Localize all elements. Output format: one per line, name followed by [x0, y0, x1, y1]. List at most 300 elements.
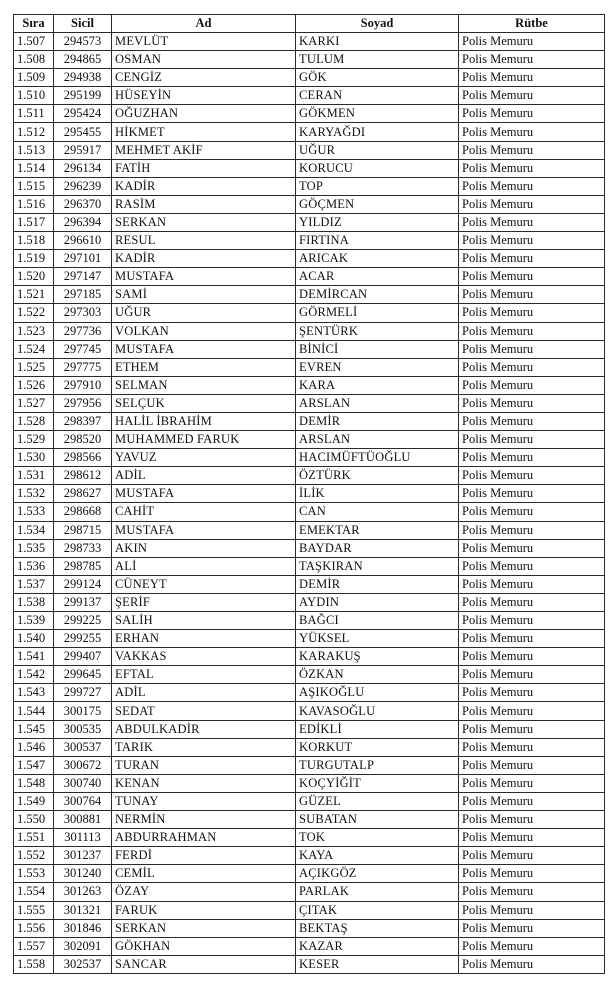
cell-sicil: 301263 — [54, 883, 112, 901]
cell-rutbe: Polis Memuru — [459, 159, 605, 177]
cell-rutbe: Polis Memuru — [459, 485, 605, 503]
cell-ad: ADİL — [112, 684, 296, 702]
cell-sira: 1.548 — [14, 774, 54, 792]
table-row — [14, 304, 605, 322]
cell-rutbe: Polis Memuru — [459, 702, 605, 720]
cell-sicil: 294938 — [54, 69, 112, 87]
cell-sicil: 298668 — [54, 503, 112, 521]
cell-sicil: 301113 — [54, 829, 112, 847]
cell-rutbe: Polis Memuru — [459, 756, 605, 774]
cell-rutbe: Polis Memuru — [459, 630, 605, 648]
cell-rutbe: Polis Memuru — [459, 539, 605, 557]
header-sira: Sıra — [14, 15, 54, 33]
cell-ad: GÖKHAN — [112, 937, 296, 955]
header-sicil: Sicil — [54, 15, 112, 33]
cell-sicil: 299225 — [54, 612, 112, 630]
cell-soyad: EMEKTAR — [296, 521, 459, 539]
cell-soyad: ARSLAN — [296, 394, 459, 412]
cell-ad: ŞERİF — [112, 593, 296, 611]
cell-soyad: ÖZKAN — [296, 666, 459, 684]
cell-sicil: 297745 — [54, 340, 112, 358]
cell-ad: RESUL — [112, 232, 296, 250]
cell-sicil: 297101 — [54, 250, 112, 268]
cell-sicil: 295199 — [54, 87, 112, 105]
cell-sira: 1.526 — [14, 376, 54, 394]
cell-rutbe: Polis Memuru — [459, 177, 605, 195]
cell-rutbe: Polis Memuru — [459, 648, 605, 666]
cell-rutbe: Polis Memuru — [459, 105, 605, 123]
cell-ad: RASİM — [112, 195, 296, 213]
cell-sicil: 300740 — [54, 774, 112, 792]
table-row — [14, 286, 605, 304]
cell-ad: ALİ — [112, 557, 296, 575]
cell-soyad: ARSLAN — [296, 431, 459, 449]
cell-soyad: ÖZTÜRK — [296, 467, 459, 485]
cell-soyad: TURGUTALP — [296, 756, 459, 774]
cell-rutbe: Polis Memuru — [459, 340, 605, 358]
cell-soyad: PARLAK — [296, 883, 459, 901]
cell-ad: UĞUR — [112, 304, 296, 322]
cell-ad: SERKAN — [112, 213, 296, 231]
cell-rutbe: Polis Memuru — [459, 684, 605, 702]
cell-rutbe: Polis Memuru — [459, 250, 605, 268]
cell-rutbe: Polis Memuru — [459, 358, 605, 376]
cell-sira: 1.547 — [14, 756, 54, 774]
cell-sicil: 294573 — [54, 33, 112, 51]
cell-rutbe: Polis Memuru — [459, 937, 605, 955]
cell-ad: HALİL İBRAHİM — [112, 412, 296, 430]
table-row — [14, 340, 605, 358]
cell-sicil: 294865 — [54, 51, 112, 69]
cell-sira: 1.532 — [14, 485, 54, 503]
cell-soyad: FIRTINA — [296, 232, 459, 250]
cell-sira: 1.530 — [14, 449, 54, 467]
cell-sira: 1.507 — [14, 33, 54, 51]
table-row — [14, 630, 605, 648]
table-row — [14, 250, 605, 268]
cell-rutbe: Polis Memuru — [459, 792, 605, 810]
cell-ad: MEVLÜT — [112, 33, 296, 51]
table-row — [14, 738, 605, 756]
cell-sicil: 295455 — [54, 123, 112, 141]
cell-soyad: DEMİR — [296, 412, 459, 430]
cell-sira: 1.509 — [14, 69, 54, 87]
cell-soyad: KAVASOĞLU — [296, 702, 459, 720]
cell-rutbe: Polis Memuru — [459, 449, 605, 467]
cell-soyad: DEMİRCAN — [296, 286, 459, 304]
cell-soyad: HACIMÜFTÜOĞLU — [296, 449, 459, 467]
cell-soyad: TULUM — [296, 51, 459, 69]
table-row — [14, 575, 605, 593]
cell-soyad: BEKTAŞ — [296, 919, 459, 937]
cell-soyad: GÖK — [296, 69, 459, 87]
cell-sicil: 302091 — [54, 937, 112, 955]
cell-soyad: AŞIKOĞLU — [296, 684, 459, 702]
cell-sicil: 302537 — [54, 955, 112, 973]
cell-ad: ABDURRAHMAN — [112, 829, 296, 847]
cell-sicil: 300764 — [54, 792, 112, 810]
cell-sira: 1.516 — [14, 195, 54, 213]
cell-sira: 1.520 — [14, 268, 54, 286]
cell-soyad: GÖKMEN — [296, 105, 459, 123]
table-row — [14, 557, 605, 575]
cell-rutbe: Polis Memuru — [459, 232, 605, 250]
cell-rutbe: Polis Memuru — [459, 123, 605, 141]
cell-sira: 1.540 — [14, 630, 54, 648]
cell-ad: FERDİ — [112, 847, 296, 865]
cell-sira: 1.527 — [14, 394, 54, 412]
table-row — [14, 503, 605, 521]
cell-soyad: EDİKLİ — [296, 720, 459, 738]
table-row — [14, 51, 605, 69]
cell-rutbe: Polis Memuru — [459, 738, 605, 756]
cell-ad: SALİH — [112, 612, 296, 630]
cell-soyad: KESER — [296, 955, 459, 973]
cell-ad: TURAN — [112, 756, 296, 774]
cell-sira: 1.546 — [14, 738, 54, 756]
cell-sira: 1.551 — [14, 829, 54, 847]
cell-sicil: 297185 — [54, 286, 112, 304]
cell-rutbe: Polis Memuru — [459, 593, 605, 611]
cell-ad: SAMİ — [112, 286, 296, 304]
cell-sicil: 298397 — [54, 412, 112, 430]
cell-sicil: 298627 — [54, 485, 112, 503]
cell-sicil: 295917 — [54, 141, 112, 159]
table-row — [14, 756, 605, 774]
table-row — [14, 268, 605, 286]
cell-soyad: KAZAR — [296, 937, 459, 955]
cell-soyad: İLİK — [296, 485, 459, 503]
table-row — [14, 213, 605, 231]
cell-sira: 1.508 — [14, 51, 54, 69]
cell-sicil: 298785 — [54, 557, 112, 575]
table-row — [14, 684, 605, 702]
cell-rutbe: Polis Memuru — [459, 394, 605, 412]
table-row — [14, 232, 605, 250]
cell-sicil: 298566 — [54, 449, 112, 467]
cell-soyad: GÜZEL — [296, 792, 459, 810]
cell-sira: 1.543 — [14, 684, 54, 702]
cell-sira: 1.549 — [14, 792, 54, 810]
cell-ad: HİKMET — [112, 123, 296, 141]
cell-sicil: 300535 — [54, 720, 112, 738]
table-row — [14, 123, 605, 141]
cell-ad: OSMAN — [112, 51, 296, 69]
cell-sicil: 301237 — [54, 847, 112, 865]
cell-rutbe: Polis Memuru — [459, 774, 605, 792]
cell-rutbe: Polis Memuru — [459, 322, 605, 340]
cell-sicil: 299124 — [54, 575, 112, 593]
cell-sicil: 297147 — [54, 268, 112, 286]
cell-soyad: BAYDAR — [296, 539, 459, 557]
cell-sicil: 296610 — [54, 232, 112, 250]
cell-sicil: 296394 — [54, 213, 112, 231]
cell-sicil: 299727 — [54, 684, 112, 702]
cell-soyad: BAĞCI — [296, 612, 459, 630]
table-row — [14, 792, 605, 810]
cell-rutbe: Polis Memuru — [459, 87, 605, 105]
personnel-table — [13, 14, 605, 974]
cell-ad: VAKKAS — [112, 648, 296, 666]
table-row — [14, 177, 605, 195]
cell-rutbe: Polis Memuru — [459, 720, 605, 738]
cell-sira: 1.545 — [14, 720, 54, 738]
cell-sicil: 300537 — [54, 738, 112, 756]
cell-ad: SEDAT — [112, 702, 296, 720]
table-row — [14, 159, 605, 177]
table-row — [14, 195, 605, 213]
cell-sira: 1.534 — [14, 521, 54, 539]
cell-sira: 1.535 — [14, 539, 54, 557]
cell-soyad: KARA — [296, 376, 459, 394]
cell-sira: 1.513 — [14, 141, 54, 159]
cell-sicil: 297303 — [54, 304, 112, 322]
table-row — [14, 322, 605, 340]
table-row — [14, 431, 605, 449]
cell-ad: MUSTAFA — [112, 521, 296, 539]
table-row — [14, 141, 605, 159]
table-row — [14, 69, 605, 87]
table-row — [14, 376, 605, 394]
cell-sicil: 300881 — [54, 811, 112, 829]
cell-sicil: 301846 — [54, 919, 112, 937]
cell-sicil: 299407 — [54, 648, 112, 666]
table-row — [14, 449, 605, 467]
cell-sira: 1.531 — [14, 467, 54, 485]
cell-ad: ADİL — [112, 467, 296, 485]
cell-ad: HÜSEYİN — [112, 87, 296, 105]
cell-rutbe: Polis Memuru — [459, 883, 605, 901]
cell-ad: YAVUZ — [112, 449, 296, 467]
cell-sira: 1.553 — [14, 865, 54, 883]
cell-soyad: CERAN — [296, 87, 459, 105]
cell-rutbe: Polis Memuru — [459, 467, 605, 485]
cell-sira: 1.554 — [14, 883, 54, 901]
cell-rutbe: Polis Memuru — [459, 955, 605, 973]
cell-rutbe: Polis Memuru — [459, 195, 605, 213]
cell-sira: 1.533 — [14, 503, 54, 521]
table-row — [14, 666, 605, 684]
cell-sira: 1.558 — [14, 955, 54, 973]
cell-sira: 1.544 — [14, 702, 54, 720]
cell-ad: ABDULKADİR — [112, 720, 296, 738]
cell-sicil: 297736 — [54, 322, 112, 340]
cell-ad: NERMİN — [112, 811, 296, 829]
cell-ad: VOLKAN — [112, 322, 296, 340]
cell-ad: MUSTAFA — [112, 268, 296, 286]
cell-rutbe: Polis Memuru — [459, 666, 605, 684]
cell-ad: SANCAR — [112, 955, 296, 973]
cell-rutbe: Polis Memuru — [459, 412, 605, 430]
cell-soyad: KORUCU — [296, 159, 459, 177]
cell-sira: 1.519 — [14, 250, 54, 268]
cell-rutbe: Polis Memuru — [459, 901, 605, 919]
cell-sira: 1.529 — [14, 431, 54, 449]
cell-sicil: 298733 — [54, 539, 112, 557]
cell-sira: 1.524 — [14, 340, 54, 358]
table-row — [14, 955, 605, 973]
cell-soyad: BİNİCİ — [296, 340, 459, 358]
cell-sicil: 301321 — [54, 901, 112, 919]
table-row — [14, 485, 605, 503]
cell-rutbe: Polis Memuru — [459, 521, 605, 539]
cell-ad: KENAN — [112, 774, 296, 792]
cell-rutbe: Polis Memuru — [459, 919, 605, 937]
cell-sira: 1.521 — [14, 286, 54, 304]
cell-rutbe: Polis Memuru — [459, 141, 605, 159]
cell-ad: CAHİT — [112, 503, 296, 521]
cell-ad: EFTAL — [112, 666, 296, 684]
cell-ad: AKIN — [112, 539, 296, 557]
cell-ad: FATİH — [112, 159, 296, 177]
cell-rutbe: Polis Memuru — [459, 286, 605, 304]
table-body — [14, 33, 605, 974]
cell-sira: 1.557 — [14, 937, 54, 955]
cell-soyad: KARAKUŞ — [296, 648, 459, 666]
cell-soyad: AYDIN — [296, 593, 459, 611]
cell-ad: MUHAMMED FARUK — [112, 431, 296, 449]
cell-rutbe: Polis Memuru — [459, 69, 605, 87]
cell-sira: 1.525 — [14, 358, 54, 376]
cell-ad: MUSTAFA — [112, 340, 296, 358]
cell-sira: 1.517 — [14, 213, 54, 231]
cell-sira: 1.512 — [14, 123, 54, 141]
cell-soyad: ACAR — [296, 268, 459, 286]
cell-sira: 1.536 — [14, 557, 54, 575]
cell-soyad: TOK — [296, 829, 459, 847]
cell-sicil: 297910 — [54, 376, 112, 394]
table-header — [14, 15, 605, 33]
cell-ad: TUNAY — [112, 792, 296, 810]
cell-ad: CÜNEYT — [112, 575, 296, 593]
header-ad: Ad — [112, 15, 296, 33]
cell-sira: 1.522 — [14, 304, 54, 322]
cell-sicil: 299645 — [54, 666, 112, 684]
cell-sira: 1.515 — [14, 177, 54, 195]
table-row — [14, 883, 605, 901]
cell-soyad: KAYA — [296, 847, 459, 865]
table-row — [14, 394, 605, 412]
cell-sicil: 297775 — [54, 358, 112, 376]
cell-sicil: 296239 — [54, 177, 112, 195]
cell-rutbe: Polis Memuru — [459, 612, 605, 630]
cell-ad: SELMAN — [112, 376, 296, 394]
cell-rutbe: Polis Memuru — [459, 865, 605, 883]
table-row — [14, 105, 605, 123]
table-row — [14, 919, 605, 937]
cell-rutbe: Polis Memuru — [459, 51, 605, 69]
table-row — [14, 901, 605, 919]
cell-rutbe: Polis Memuru — [459, 33, 605, 51]
table-row — [14, 648, 605, 666]
table-row — [14, 847, 605, 865]
cell-sicil: 298715 — [54, 521, 112, 539]
cell-rutbe: Polis Memuru — [459, 575, 605, 593]
cell-ad: CEMİL — [112, 865, 296, 883]
table-row — [14, 829, 605, 847]
cell-ad: MEHMET AKİF — [112, 141, 296, 159]
table-row — [14, 467, 605, 485]
cell-sira: 1.556 — [14, 919, 54, 937]
cell-sicil: 298520 — [54, 431, 112, 449]
cell-soyad: CAN — [296, 503, 459, 521]
cell-ad: SERKAN — [112, 919, 296, 937]
cell-soyad: AÇIKGÖZ — [296, 865, 459, 883]
cell-ad: ERHAN — [112, 630, 296, 648]
cell-sira: 1.514 — [14, 159, 54, 177]
cell-sicil: 301240 — [54, 865, 112, 883]
cell-soyad: ŞENTÜRK — [296, 322, 459, 340]
table-row — [14, 720, 605, 738]
cell-sicil: 299137 — [54, 593, 112, 611]
cell-sicil: 300175 — [54, 702, 112, 720]
cell-ad: ÖZAY — [112, 883, 296, 901]
cell-ad: OĞUZHAN — [112, 105, 296, 123]
cell-rutbe: Polis Memuru — [459, 213, 605, 231]
cell-rutbe: Polis Memuru — [459, 829, 605, 847]
cell-soyad: EVREN — [296, 358, 459, 376]
cell-sicil: 295424 — [54, 105, 112, 123]
cell-sicil: 300672 — [54, 756, 112, 774]
cell-sira: 1.511 — [14, 105, 54, 123]
cell-sicil: 296370 — [54, 195, 112, 213]
cell-sicil: 296134 — [54, 159, 112, 177]
cell-sira: 1.518 — [14, 232, 54, 250]
table-row — [14, 521, 605, 539]
cell-soyad: KOÇYİĞİT — [296, 774, 459, 792]
cell-sicil: 298612 — [54, 467, 112, 485]
cell-rutbe: Polis Memuru — [459, 304, 605, 322]
cell-sira: 1.537 — [14, 575, 54, 593]
cell-sira: 1.550 — [14, 811, 54, 829]
cell-ad: SELÇUK — [112, 394, 296, 412]
cell-sira: 1.510 — [14, 87, 54, 105]
table-row — [14, 811, 605, 829]
cell-soyad: GÖÇMEN — [296, 195, 459, 213]
cell-sira: 1.523 — [14, 322, 54, 340]
table-row — [14, 412, 605, 430]
cell-sira: 1.528 — [14, 412, 54, 430]
cell-rutbe: Polis Memuru — [459, 503, 605, 521]
table-row — [14, 702, 605, 720]
cell-ad: FARUK — [112, 901, 296, 919]
cell-soyad: KORKUT — [296, 738, 459, 756]
cell-ad: KADİR — [112, 250, 296, 268]
cell-sira: 1.552 — [14, 847, 54, 865]
cell-sira: 1.539 — [14, 612, 54, 630]
cell-soyad: ARICAK — [296, 250, 459, 268]
table-row — [14, 865, 605, 883]
cell-sicil: 297956 — [54, 394, 112, 412]
table-row — [14, 87, 605, 105]
cell-soyad: DEMİR — [296, 575, 459, 593]
cell-rutbe: Polis Memuru — [459, 268, 605, 286]
cell-soyad: SUBATAN — [296, 811, 459, 829]
header-rutbe: Rütbe — [459, 15, 605, 33]
table-row — [14, 593, 605, 611]
cell-soyad: UĞUR — [296, 141, 459, 159]
cell-ad: KADİR — [112, 177, 296, 195]
cell-soyad: GÖRMELİ — [296, 304, 459, 322]
table-row — [14, 937, 605, 955]
cell-soyad: TOP — [296, 177, 459, 195]
table-row — [14, 33, 605, 51]
cell-sira: 1.542 — [14, 666, 54, 684]
cell-ad: TARIK — [112, 738, 296, 756]
cell-ad: CENGİZ — [112, 69, 296, 87]
cell-rutbe: Polis Memuru — [459, 376, 605, 394]
table-row — [14, 612, 605, 630]
